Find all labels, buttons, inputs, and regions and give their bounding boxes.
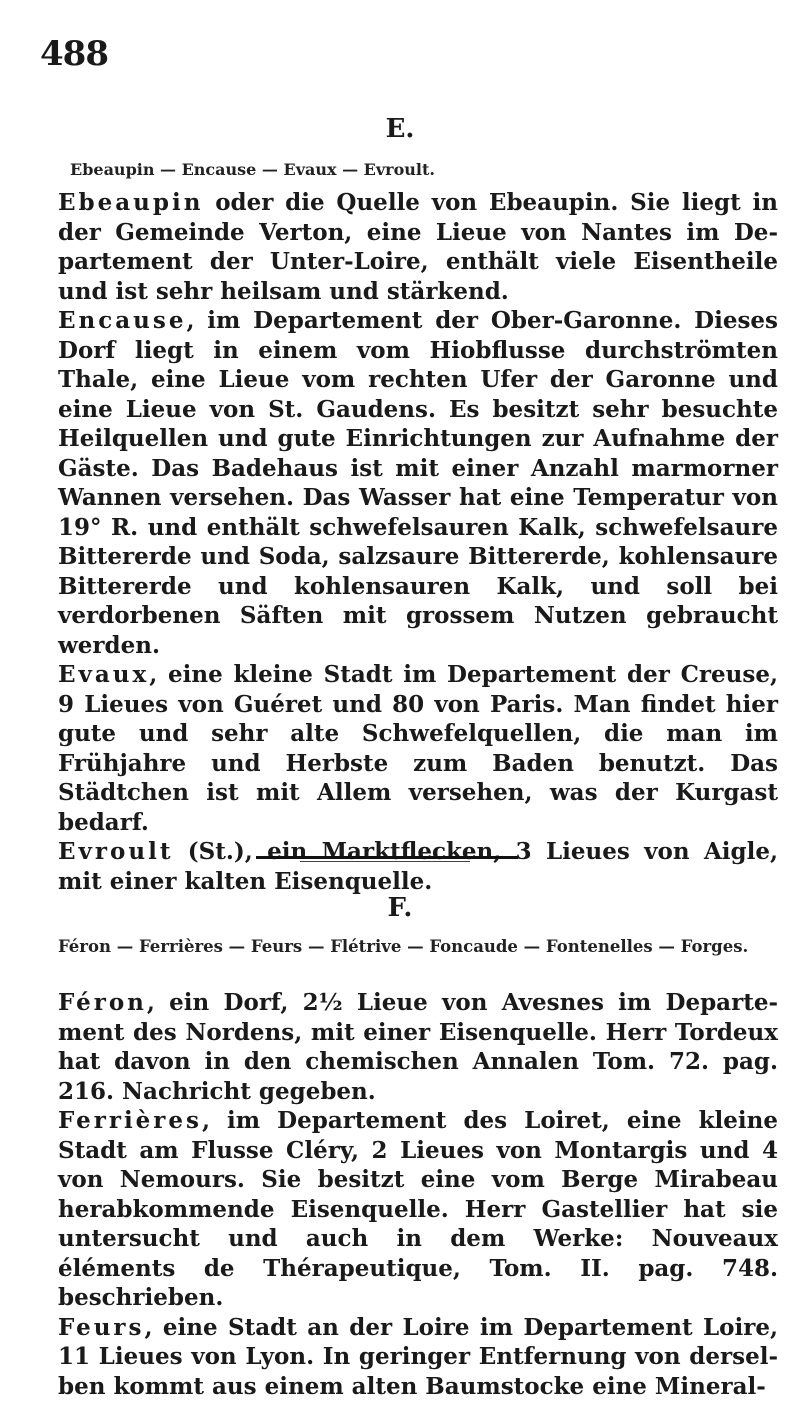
entry-text: oder die Quelle von Ebeaupin. Sie liegt in der Gemeinde Verton, eine Lieue von Nantes im Departement der Unter-Loire, enthält viele Eisentheile und ist sehr heilsam und stärkend.: [58, 189, 778, 305]
entry-encause: [58, 306, 778, 660]
section-e-body: [58, 188, 778, 896]
section-f-body: [58, 988, 778, 1401]
entry-text: , im Departement des Loiret, eine kleine Stadt am Flusse Cléry, 2 Lieues von Montargis und 4 von Nemours. Sie besitzt eine vom Berge Mirabeau herabkommende Eisenquelle. Herr Gastellier hat sie untersucht und auch in dem Werke: Nouveaux éléments de Thérapeutique, Tom. II. pag. 748. beschrieben.: [58, 1107, 778, 1311]
entry-evroult: [58, 837, 778, 896]
entry-keyword: Ferrières: [58, 1107, 202, 1134]
page-number: 488: [40, 34, 108, 74]
section-divider-thin: [300, 861, 470, 862]
entry-keyword: Evroult: [58, 838, 173, 865]
entry-feron: [58, 988, 778, 1106]
entry-ferrieres: [58, 1106, 778, 1313]
entry-text: (St.), ein Marktflecken, 3 Lieues von Aigle, mit einer kalten Eisenquelle.: [58, 838, 778, 895]
entry-text: , ein Dorf, 2½ Lieue von Avesnes im Departement des Nordens, mit einer Eisenquelle. Herr Tordeux hat davon in den chemischen Annalen Tom. 72. pag. 216. Nachricht gegeben.: [58, 989, 778, 1105]
entry-keyword: Feurs: [58, 1314, 145, 1341]
entry-text: , im Departement der Ober-Garonne. Dieses Dorf liegt in einem vom Hiobflusse durchströmten Thale, eine Lieue vom rechten Ufer der Garonne und eine Lieue von St. Gaudens. Es besitzt sehr besuchte Heilquellen und gute Einrichtungen zur Aufnahme der Gäste. Das Badehaus ist mit einer Anzahl marmorner Wannen versehen. Das Wasser hat eine Temperatur von 19° R. und enthält schwefelsauren Kalk, schwefelsaure Bittererde und Soda, salzsaure Bittererde, kohlensaure Bittererde und kohlensauren Kalk, und soll bei verdorbenen Säften mit grossem Nutzen gebraucht werden.: [58, 307, 778, 659]
entry-ebeaupin: [58, 188, 778, 306]
entry-feurs: [58, 1313, 778, 1401]
section-divider: [256, 856, 518, 859]
section-heading-e: E.: [0, 114, 800, 144]
section-e-contents: Ebeaupin — Encause — Evaux — Evroult.: [58, 158, 764, 181]
section-heading-f: F.: [0, 893, 800, 923]
entry-evaux: [58, 660, 778, 837]
section-f-contents: Féron — Ferrières — Feurs — Flétrive — Foncaude — Fontenelles — Forges.: [58, 935, 764, 959]
entry-keyword: Féron: [58, 989, 147, 1016]
entry-text: , eine kleine Stadt im Departement der Creuse, 9 Lieues von Guéret und 80 von Paris. Man findet hier gute und sehr alte Schwefelquellen, die man im Frühjahre und Herbste zum Baden benutzt. Das Städtchen ist mit Allem versehen, was der Kurgast bedarf.: [58, 661, 778, 836]
entry-keyword: Evaux: [58, 661, 149, 688]
entry-keyword: Encause: [58, 307, 186, 334]
entry-text: , eine Stadt an der Loire im Departement Loire, 11 Lieues von Lyon. In geringer Entfernung von derselben kommt aus einem alten Baumstocke eine Mineral-: [58, 1314, 778, 1400]
entry-keyword: Ebeaupin: [58, 189, 203, 216]
